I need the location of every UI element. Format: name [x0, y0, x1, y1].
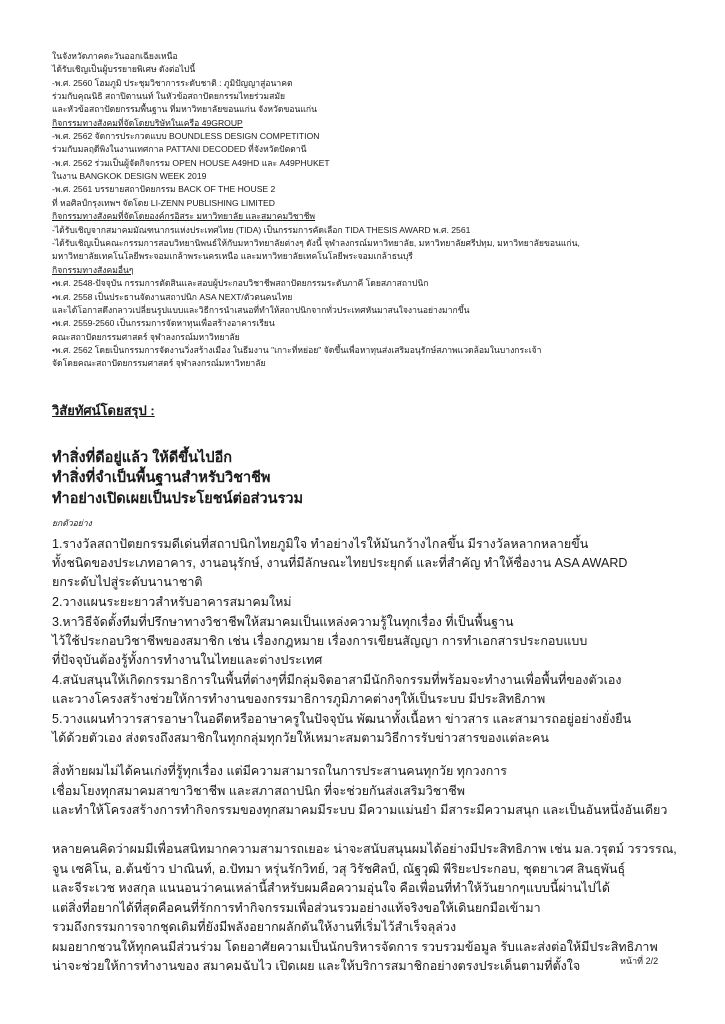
examples-label: ยกตัวอย่าง	[52, 518, 92, 528]
example-line: ยกระดับไปสู่ระดับนานาชาติ	[52, 575, 203, 589]
page-number: หน้าที่ 2/2	[620, 956, 659, 966]
text-line: •พ.ศ. 2548-ปัจจุบัน กรรมการตัดสินและสอบผู้ประกอบวิชาชีพสถาปัตยกรรมระดับภาคี โดยสภาสถาปนิก	[52, 278, 429, 288]
example-line: ไว้ใช้ประกอบวิชาชีพของสมาชิก เช่น เรื่องกฎหมาย เรื่องการเขียนสัญญา การทำเอกสารประกอบแบบ	[52, 634, 588, 648]
paragraph-line: จูน เซคิโน, อ.ต้นข้าว ปาณินท์, อ.ปัทมา หรุ่นรักวิทย์, วสุ วิรัชศิลป์, ณัฐวุฒิ พีริยะประกอบ, ชุตยาเวศ สินธุพันธุ์	[52, 862, 626, 876]
paragraph-line: น่าจะช่วยให้การทำงานของ สมาคมฉับไว เปิดเผย และให้บริการสมาชิกอย่างตรงประเด็นตามที่ตั้งใจ	[52, 959, 581, 973]
text-line: -พ.ศ. 2561 บรรยายสถาปัตยกรรม BACK OF THE HOUSE 2	[52, 184, 276, 194]
example-line: และวางโครงสร้างช่วยให้การทำงานของกรรมาธิการภูมิภาคต่างๆให้เป็นระบบ มีประสิทธิภาพ	[52, 692, 546, 706]
vision-statement: ทำอย่างเปิดเผยเป็นประโยชน์ต่อส่วนรวม	[52, 491, 304, 507]
text-line: มหาวิทยาลัยเทคโนโลยีพระจอมเกล้าพระนครเหนือ และมหาวิทยาลัยเทคโนโลยีพระจอมเกล้าธนบุรี	[52, 251, 413, 261]
example-line: ทั้งชนิดของประเภทอาคาร, งานอนุรักษ์, งานที่มีลักษณะไทยประยุกต์ และที่สำคัญ ทำให้ซื่องาน ASA AWARD	[52, 556, 628, 570]
example-line: 4.สนับสนุนให้เกิดกรรมาธิการในพื้นที่ต่างๆที่มีกลุ่มจิตอาสามีนักกิจกรรมที่พร้อมจะทำงานเพื่อพื้นที่ของตัวเอง	[52, 673, 622, 687]
text-line: ร่วมกับคุณนิธิ สถาปิตานนท์ ในหัวข้อสถาปัตยกรรมไทยร่วมสมัย	[52, 91, 286, 101]
paragraph-line: หลายคนคิดว่าผมมีเพื่อนสนิทมากความสามารถเยอะ น่าจะสนับสนุนผมได้อย่างมีประสิทธิภาพ เช่น มล.วรุตม์ วรวรรณ,	[52, 842, 677, 856]
vision-heading: วิสัยทัศน์โดยสรุป :	[52, 403, 155, 418]
text-line: -ได้รับเชิญเป็นคณะกรรมการสอบวิทยานิพนธ์ให้กับมหาวิทยาลัยต่างๆ ดังนี้ จุฬาลงกรณ์มหาวิทยาลัย, มหาวิทยาลัยศรีปทุม, มหาวิทยาลัยขอนแก่น,	[52, 238, 580, 248]
vision-statement: ทำสิ่งที่จำเป็นพื้นฐานสำหรับวิชาชีพ	[52, 470, 271, 486]
paragraph-line: เชื่อมโยงทุกสมาคมสาขาวิชาชีพ และสภาสถาปนิก ที่จะช่วยกันส่งเสริมวิชาชีพ	[52, 784, 465, 798]
text-line: จัดโดยคณะสถาปัตยกรรมศาสตร์ จุฬาลงกรณ์มหาวิทยาลัย	[52, 358, 266, 368]
text-line: ในงาน BANGKOK DESIGN WEEK 2019	[52, 171, 207, 181]
paragraph-line: และทำให้โครงสร้างการทำกิจกรรมของทุกสมาคมมีระบบ มีความแม่นยำ มีสาระมีความสนุก และเป็นอันหนึ่งอันเดียว	[52, 803, 668, 817]
text-line: คณะสถาปัตยกรรมศาสตร์ จุฬาลงกรณ์มหาวิทยาลัย	[52, 332, 240, 342]
text-line: และได้โอกาสดึงกลาวเปลี่ยนรูปแบบและวิธีการนำเสนอที่ทำให้สถาปนิกจากทั่วประเทศหันมาสนใจงานอย่างมากขึ้น	[52, 305, 470, 315]
text-line: ในจังหวัดภาคตะวันออกเฉียงเหนือ	[52, 51, 178, 61]
paragraph-line: ผมอยากชวนให้ทุกคนมีส่วนร่วม โดยอาศัยความเป็นนักบริหารจัดการ รวบรวมข้อมูล รับและส่งต่อให้มีประสิทธิภาพ	[52, 940, 658, 954]
text-line: ที่ หอศิลป์กรุงเทพฯ จัดโดย LI-ZENN PUBLISHING LIMITED	[52, 198, 275, 208]
paragraph-line: รวมถึงกรรมการจากชุดเดิมที่ยังมีพลังอยากผลักดันให้งานที่เริ่มไว้สำเร็จลุล่วง	[52, 920, 457, 934]
text-line: ได้รับเชิญเป็นผู้บรรยายพิเศษ ดังต่อไปนี้	[52, 64, 196, 74]
paragraph-line: สิ่งท้ายผมไม่ได้คนเก่งที่รู้ทุกเรื่อง แต่มีความสามารถในการประสานคนทุกวัย ทุกวงการ	[52, 764, 508, 778]
text-line: ร่วมกับมลฤดีพิงในงานเทศกาล PATTANI DECODED ที่จังหวัดปัตตานี	[52, 144, 307, 154]
vision-statement: ทำสิ่งที่ดีอยู่แล้ว ให้ดีขึ้นไปอีก	[52, 450, 233, 466]
example-line: 2.วางแผนระยะยาวสำหรับอาคารสมาคมใหม่	[52, 595, 292, 609]
text-line: -พ.ศ. 2562 จัดการประกวดแบบ BOUNDLESS DESIGN COMPETITION	[52, 131, 320, 141]
text-line: -พ.ศ. 2560 โฮมภูมิ ประชุมวิชาการระดับชาติ : ภูมิปัญญาสู่อนาคต	[52, 78, 293, 88]
paragraph-line: แต่สิ่งที่อยากได้ที่สุดคือคนที่รักการทำกิจกรรมเพื่อส่วนรวมอย่างแท้จริงขอให้เดินยกมือเข้ามา	[52, 901, 541, 915]
text-line: -พ.ศ. 2562 ร่วมเป็นผู้จัดกิจกรรม OPEN HOUSE A49HD และ A49PHUKET	[52, 158, 330, 168]
example-line: ได้ด้วยตัวเอง ส่งตรงถึงสมาชิกในทุกกลุ่มทุกวัยให้เหมาะสมตามวิธีการรับข่าวสารของแต่ละคน	[52, 731, 549, 745]
text-line: และหัวข้อสถาปัตยกรรมพื้นฐาน ที่มหาวิทยาลัยขอนแก่น จังหวัดขอนแก่น	[52, 104, 317, 114]
subheading: กิจกรรมทางสังคมที่จัดโดยบริษัทในเครือ 49GROUP	[52, 118, 243, 128]
example-line: 3.หาวิธีจัดตั้งทีมที่ปรึกษาทางวิชาชีพให้สมาคมเป็นแหล่งความรู้ในทุกเรื่อง ที่เป็นพื้นฐาน	[52, 615, 514, 629]
text-line: •พ.ศ. 2562 โดยเป็นกรรมการจัดงานวิ่งสร้างเมือง ในธีมงาน "เกาะที่หย่อย" จัดขึ้นเพื่อหาทุนส่งเสริมอนุรักษ์สภาพแวดล้อมในบางกระเจ้า	[52, 345, 542, 355]
text-line: •พ.ศ. 2559-2560 เป็นกรรมการจัดหาทุนเพื่อสร้างอาคารเรียน	[52, 318, 275, 328]
example-line: 5.วางแผนทำวารสารอาษาในอดีตหรืออาษาครูในปัจจุบัน พัฒนาทั้งเนื้อหา ข่าวสาร และสามารถอยู่อย่างยั่งยืน	[52, 712, 632, 726]
text-line: •พ.ศ. 2558 เป็นประธานจัดงานสถาปนิก ASA NEXT/ตัวตนคนไทย	[52, 292, 293, 302]
subheading: กิจกรรมทางสังคมอื่นๆ	[52, 265, 134, 275]
example-line: ที่ปัจจุบันต้องรู้ทั้งการทำงานในไทยและต่างประเทศ	[52, 653, 323, 667]
text-line: -ได้รับเชิญจากสมาคมมัณฑนากรแห่งประเทศไทย (TIDA) เป็นกรรมการคัดเลือก TIDA THESIS AWARD พ.ศ. 2561	[52, 225, 471, 235]
example-line: 1.รางวัลสถาปัตยกรรมดีเด่นที่สถาปนิกไทยภูมิใจ ทำอย่างไรให้มันกว้างไกลขึ้น มีรางวัลหลากหลายขึ้น	[52, 537, 589, 551]
paragraph-line: และจีระเวช หงสกุล แนนอนว่าคนเหล่านี้สำหรับผมคือความอุ่นใจ คือเพื่อนที่ทำให้วันยากๆแบบนี้ผ่านไปได้	[52, 881, 610, 895]
subheading: กิจกรรมทางสังคมที่จัดโดยองค์กรอิสระ มหาวิทยาลัย และสมาคมวิชาชีพ	[52, 211, 316, 221]
